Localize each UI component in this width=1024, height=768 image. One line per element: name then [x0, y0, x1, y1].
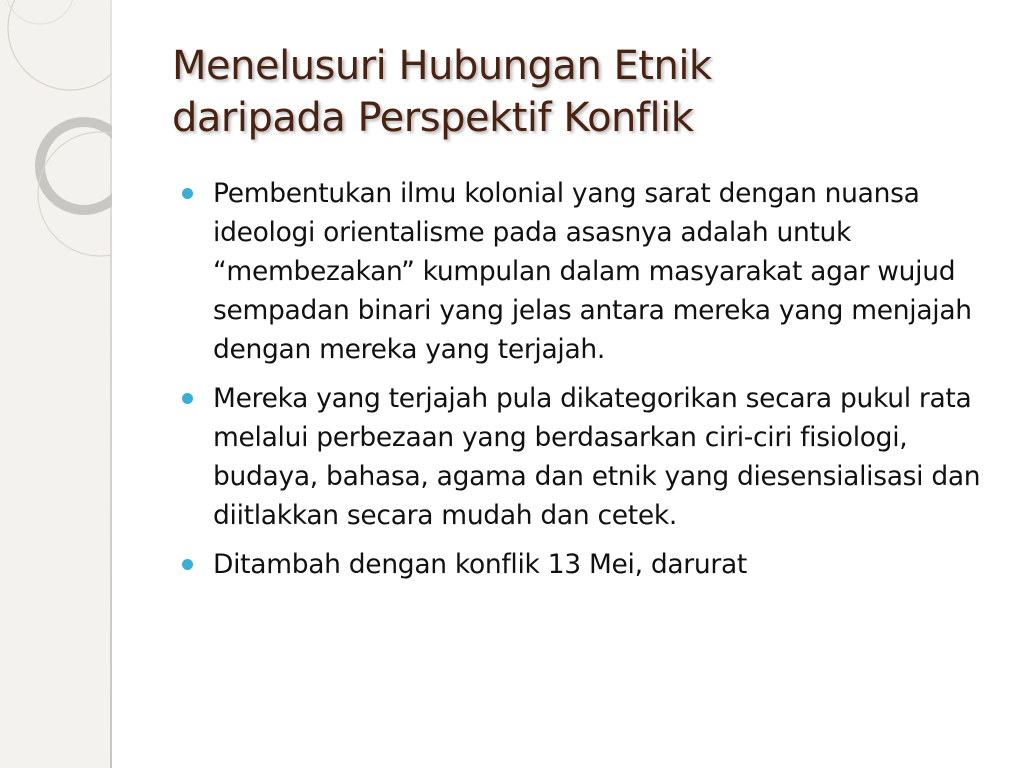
bullet-item: [180, 379, 995, 535]
decorative-thin-circle: [8, 0, 112, 90]
slide-title-line-1: Menelusuri Hubungan Etnik: [172, 43, 712, 89]
bullet-dot-icon: [182, 559, 193, 570]
bullet-item: [180, 174, 995, 369]
decorative-small-circle: [6, 0, 74, 24]
bullet-dot-icon: [182, 393, 193, 404]
bullet-text: Ditambah dengan konflik 13 Mei, darurat: [213, 549, 748, 580]
slide-title: [172, 40, 972, 144]
decorative-circles-graphic: [0, 0, 112, 300]
bullet-dot-icon: [182, 188, 193, 199]
bullet-item: [180, 545, 995, 584]
bullet-list: [180, 174, 995, 594]
bullet-text: Mereka yang terjajah pula dikategorikan secara pukul rata melalui perbezaan yang berdasarkan ciri-ciri fisiologi, budaya, bahasa, agama dan etnik yang diesensialisasi dan diitlakkan secara mudah dan cetek.: [213, 383, 981, 531]
decorative-thick-ring: [40, 122, 112, 210]
slide-title-line-2: daripada Perspektif Konflik: [172, 95, 694, 141]
bullet-text: Pembentukan ilmu kolonial yang sarat dengan nuansa ideologi orientalisme pada asasnya adalah untuk “membezakan” kumpulan dalam masyarakat agar wujud sempadan binari yang jelas antara mereka yang menjajah dengan mereka yang terjajah.: [213, 178, 972, 365]
